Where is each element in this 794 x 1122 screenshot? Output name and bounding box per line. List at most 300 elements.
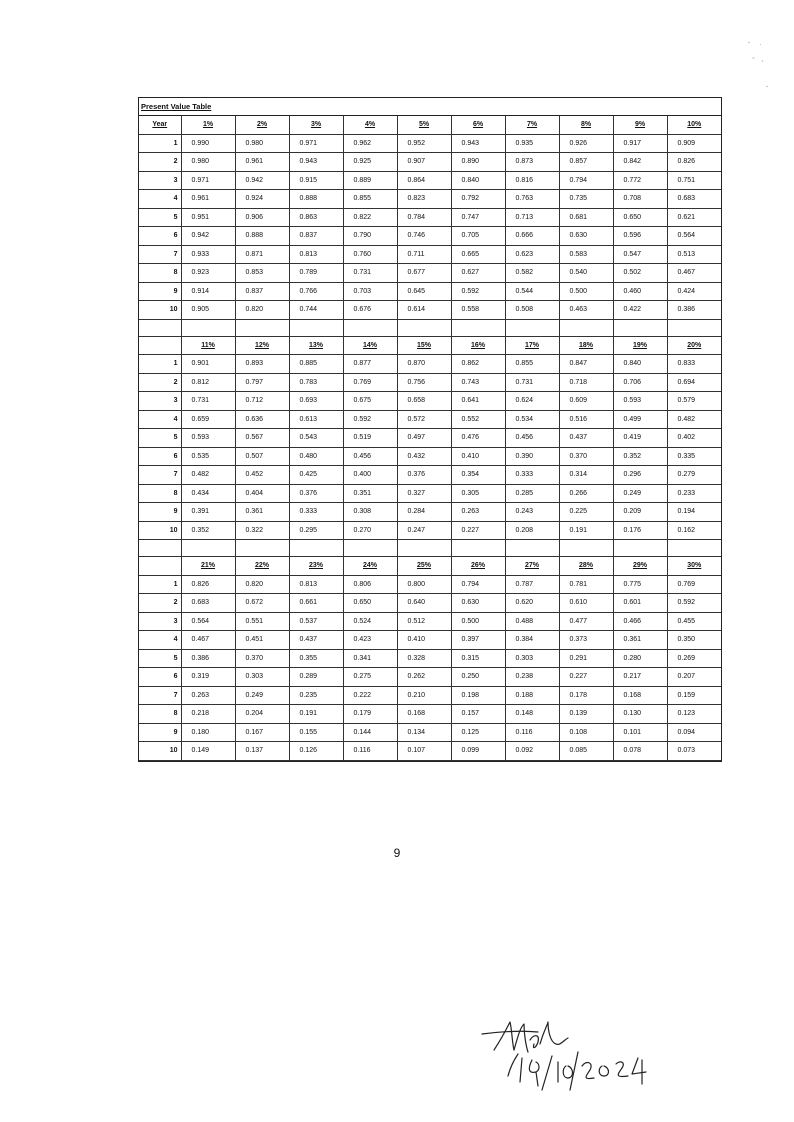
page-number: 9 <box>393 846 401 860</box>
value-cell: 0.746 <box>397 227 451 246</box>
value-cell: 0.971 <box>181 171 235 190</box>
value-cell: 0.208 <box>505 521 559 540</box>
value-cell: 0.901 <box>181 355 235 374</box>
value-cell: 0.333 <box>505 466 559 485</box>
table-row <box>139 282 721 301</box>
rate-header: 10% <box>667 116 721 134</box>
rate-header: 14% <box>343 336 397 355</box>
value-cell: 0.806 <box>343 575 397 594</box>
spacer-cell <box>181 319 235 336</box>
value-cell: 0.167 <box>235 723 289 742</box>
value-cell: 0.249 <box>613 484 667 503</box>
table-row <box>139 686 721 705</box>
value-cell: 0.279 <box>667 466 721 485</box>
spacer-cell <box>667 540 721 557</box>
value-cell: 0.926 <box>559 134 613 153</box>
year-cell: 10 <box>139 742 181 761</box>
value-cell: 0.781 <box>559 575 613 594</box>
value-cell: 0.572 <box>397 410 451 429</box>
rate-header: 15% <box>397 336 451 355</box>
value-cell: 0.683 <box>667 190 721 209</box>
table-row <box>139 392 721 411</box>
value-cell: 0.351 <box>343 484 397 503</box>
value-cell: 0.708 <box>613 190 667 209</box>
rate-header: 2% <box>235 116 289 134</box>
value-cell: 0.144 <box>343 723 397 742</box>
value-cell: 0.341 <box>343 649 397 668</box>
value-cell: 0.558 <box>451 301 505 320</box>
value-cell: 0.613 <box>289 410 343 429</box>
value-cell: 0.073 <box>667 742 721 761</box>
value-cell: 0.456 <box>505 429 559 448</box>
year-cell: 7 <box>139 686 181 705</box>
value-cell: 0.610 <box>559 594 613 613</box>
value-cell: 0.812 <box>181 373 235 392</box>
year-cell: 9 <box>139 282 181 301</box>
value-cell: 0.423 <box>343 631 397 650</box>
value-cell: 0.180 <box>181 723 235 742</box>
value-cell: 0.352 <box>181 521 235 540</box>
value-cell: 0.711 <box>397 245 451 264</box>
value-cell: 0.666 <box>505 227 559 246</box>
value-cell: 0.425 <box>289 466 343 485</box>
value-cell: 0.335 <box>667 447 721 466</box>
value-cell: 0.620 <box>505 594 559 613</box>
value-cell: 0.162 <box>667 521 721 540</box>
value-cell: 0.609 <box>559 392 613 411</box>
value-cell: 0.823 <box>397 190 451 209</box>
value-cell: 0.249 <box>235 686 289 705</box>
year-cell: 3 <box>139 392 181 411</box>
spacer-cell <box>343 540 397 557</box>
value-cell: 0.582 <box>505 264 559 283</box>
value-cell: 0.410 <box>451 447 505 466</box>
value-cell: 0.291 <box>559 649 613 668</box>
value-cell: 0.677 <box>397 264 451 283</box>
year-cell: 9 <box>139 723 181 742</box>
year-cell: 10 <box>139 521 181 540</box>
year-cell: 6 <box>139 227 181 246</box>
year-cell: 8 <box>139 264 181 283</box>
value-cell: 0.499 <box>613 410 667 429</box>
value-cell: 0.873 <box>505 153 559 172</box>
value-cell: 0.319 <box>181 668 235 687</box>
value-cell: 0.630 <box>451 594 505 613</box>
value-cell: 0.731 <box>505 373 559 392</box>
value-cell: 0.943 <box>451 134 505 153</box>
value-cell: 0.567 <box>235 429 289 448</box>
year-cell: 4 <box>139 631 181 650</box>
rate-header: 30% <box>667 557 721 576</box>
value-cell: 0.961 <box>235 153 289 172</box>
value-cell: 0.862 <box>451 355 505 374</box>
value-cell: 0.713 <box>505 208 559 227</box>
value-cell: 0.583 <box>559 245 613 264</box>
value-cell: 0.933 <box>181 245 235 264</box>
spacer-cell <box>613 540 667 557</box>
value-cell: 0.853 <box>235 264 289 283</box>
value-cell: 0.305 <box>451 484 505 503</box>
value-cell: 0.760 <box>343 245 397 264</box>
value-cell: 0.885 <box>289 355 343 374</box>
value-cell: 0.466 <box>613 612 667 631</box>
year-cell: 4 <box>139 190 181 209</box>
value-cell: 0.315 <box>451 649 505 668</box>
spacer-cell <box>235 540 289 557</box>
value-cell: 0.630 <box>559 227 613 246</box>
year-cell: 7 <box>139 245 181 264</box>
value-cell: 0.157 <box>451 705 505 724</box>
value-cell: 0.890 <box>451 153 505 172</box>
year-cell: 5 <box>139 649 181 668</box>
value-cell: 0.508 <box>505 301 559 320</box>
value-cell: 0.217 <box>613 668 667 687</box>
value-cell: 0.333 <box>289 503 343 522</box>
value-cell: 0.769 <box>667 575 721 594</box>
value-cell: 0.693 <box>289 392 343 411</box>
value-cell: 0.384 <box>505 631 559 650</box>
value-cell: 0.592 <box>667 594 721 613</box>
value-cell: 0.482 <box>181 466 235 485</box>
value-cell: 0.168 <box>397 705 451 724</box>
year-cell: 5 <box>139 429 181 448</box>
rate-header: 1% <box>181 116 235 134</box>
value-cell: 0.596 <box>613 227 667 246</box>
value-cell: 0.270 <box>343 521 397 540</box>
table-title: Present Value Table <box>139 98 721 116</box>
value-cell: 0.952 <box>397 134 451 153</box>
value-cell: 0.712 <box>235 392 289 411</box>
rate-header: 8% <box>559 116 613 134</box>
rate-header: 21% <box>181 557 235 576</box>
value-cell: 0.672 <box>235 594 289 613</box>
year-cell: 5 <box>139 208 181 227</box>
table-row <box>139 447 721 466</box>
value-cell: 0.137 <box>235 742 289 761</box>
spacer-cell <box>235 319 289 336</box>
rate-header: 23% <box>289 557 343 576</box>
year-cell: 2 <box>139 153 181 172</box>
value-cell: 0.552 <box>451 410 505 429</box>
value-cell: 0.373 <box>559 631 613 650</box>
value-cell: 0.962 <box>343 134 397 153</box>
year-cell: 7 <box>139 466 181 485</box>
value-cell: 0.627 <box>451 264 505 283</box>
value-cell: 0.614 <box>397 301 451 320</box>
spacer-cell <box>451 540 505 557</box>
spacer-cell <box>181 540 235 557</box>
value-cell: 0.452 <box>235 466 289 485</box>
value-cell: 0.376 <box>289 484 343 503</box>
value-cell: 0.840 <box>451 171 505 190</box>
value-cell: 0.751 <box>667 171 721 190</box>
value-cell: 0.126 <box>289 742 343 761</box>
value-cell: 0.107 <box>397 742 451 761</box>
value-cell: 0.706 <box>613 373 667 392</box>
value-cell: 0.352 <box>613 447 667 466</box>
present-value-grid <box>139 116 721 761</box>
value-cell: 0.314 <box>559 466 613 485</box>
table-row <box>139 245 721 264</box>
value-cell: 0.794 <box>559 171 613 190</box>
value-cell: 0.888 <box>235 227 289 246</box>
year-cell: 6 <box>139 668 181 687</box>
value-cell: 0.350 <box>667 631 721 650</box>
value-cell: 0.370 <box>559 447 613 466</box>
value-cell: 0.437 <box>289 631 343 650</box>
value-cell: 0.507 <box>235 447 289 466</box>
value-cell: 0.148 <box>505 705 559 724</box>
value-cell: 0.497 <box>397 429 451 448</box>
value-cell: 0.456 <box>343 447 397 466</box>
table-row <box>139 429 721 448</box>
value-cell: 0.540 <box>559 264 613 283</box>
value-cell: 0.837 <box>235 282 289 301</box>
spacer-cell <box>505 319 559 336</box>
value-cell: 0.159 <box>667 686 721 705</box>
value-cell: 0.512 <box>397 612 451 631</box>
table-row <box>139 503 721 522</box>
value-cell: 0.269 <box>667 649 721 668</box>
value-cell: 0.551 <box>235 612 289 631</box>
value-cell: 0.451 <box>235 631 289 650</box>
value-cell: 0.191 <box>289 705 343 724</box>
value-cell: 0.863 <box>289 208 343 227</box>
value-cell: 0.789 <box>289 264 343 283</box>
value-cell: 0.513 <box>667 245 721 264</box>
value-cell: 0.116 <box>505 723 559 742</box>
value-cell: 0.579 <box>667 392 721 411</box>
year-cell: 1 <box>139 575 181 594</box>
year-cell: 10 <box>139 301 181 320</box>
table-row <box>139 373 721 392</box>
value-cell: 0.534 <box>505 410 559 429</box>
value-cell: 0.840 <box>613 355 667 374</box>
value-cell: 0.188 <box>505 686 559 705</box>
value-cell: 0.943 <box>289 153 343 172</box>
value-cell: 0.888 <box>289 190 343 209</box>
section-spacer-row <box>139 319 721 336</box>
value-cell: 0.535 <box>181 447 235 466</box>
value-cell: 0.925 <box>343 153 397 172</box>
rate-header-row <box>139 116 721 134</box>
value-cell: 0.665 <box>451 245 505 264</box>
value-cell: 0.422 <box>613 301 667 320</box>
value-cell: 0.275 <box>343 668 397 687</box>
value-cell: 0.961 <box>181 190 235 209</box>
rate-header: 6% <box>451 116 505 134</box>
value-cell: 0.907 <box>397 153 451 172</box>
rate-header: 20% <box>667 336 721 355</box>
value-cell: 0.322 <box>235 521 289 540</box>
table-row <box>139 355 721 374</box>
value-cell: 0.209 <box>613 503 667 522</box>
value-cell: 0.370 <box>235 649 289 668</box>
value-cell: 0.816 <box>505 171 559 190</box>
table-row <box>139 171 721 190</box>
value-cell: 0.813 <box>289 245 343 264</box>
value-cell: 0.914 <box>181 282 235 301</box>
value-cell: 0.772 <box>613 171 667 190</box>
value-cell: 0.794 <box>451 575 505 594</box>
value-cell: 0.909 <box>667 134 721 153</box>
rate-header: 27% <box>505 557 559 576</box>
value-cell: 0.482 <box>667 410 721 429</box>
value-cell: 0.735 <box>559 190 613 209</box>
spacer-cell <box>397 319 451 336</box>
value-cell: 0.303 <box>505 649 559 668</box>
value-cell: 0.769 <box>343 373 397 392</box>
table-row <box>139 742 721 761</box>
value-cell: 0.386 <box>181 649 235 668</box>
value-cell: 0.210 <box>397 686 451 705</box>
rate-header: 7% <box>505 116 559 134</box>
value-cell: 0.842 <box>613 153 667 172</box>
value-cell: 0.905 <box>181 301 235 320</box>
value-cell: 0.480 <box>289 447 343 466</box>
section-spacer-row <box>139 540 721 557</box>
value-cell: 0.766 <box>289 282 343 301</box>
value-cell: 0.621 <box>667 208 721 227</box>
present-value-table <box>138 97 722 762</box>
table-row <box>139 612 721 631</box>
table-row <box>139 190 721 209</box>
value-cell: 0.592 <box>451 282 505 301</box>
value-cell: 0.227 <box>451 521 505 540</box>
scan-marks <box>740 36 780 96</box>
rate-header-row <box>139 557 721 576</box>
rate-header: 29% <box>613 557 667 576</box>
value-cell: 0.437 <box>559 429 613 448</box>
value-cell: 0.354 <box>451 466 505 485</box>
value-cell: 0.703 <box>343 282 397 301</box>
value-cell: 0.361 <box>613 631 667 650</box>
value-cell: 0.434 <box>181 484 235 503</box>
value-cell: 0.327 <box>397 484 451 503</box>
value-cell: 0.355 <box>289 649 343 668</box>
year-cell: 1 <box>139 134 181 153</box>
value-cell: 0.797 <box>235 373 289 392</box>
value-cell: 0.400 <box>343 466 397 485</box>
value-cell: 0.391 <box>181 503 235 522</box>
value-cell: 0.980 <box>181 153 235 172</box>
value-cell: 0.424 <box>667 282 721 301</box>
rate-header: 4% <box>343 116 397 134</box>
rate-header: 16% <box>451 336 505 355</box>
value-cell: 0.790 <box>343 227 397 246</box>
value-cell: 0.837 <box>289 227 343 246</box>
value-cell: 0.980 <box>235 134 289 153</box>
value-cell: 0.218 <box>181 705 235 724</box>
rate-header: 3% <box>289 116 343 134</box>
value-cell: 0.467 <box>667 264 721 283</box>
value-cell: 0.731 <box>343 264 397 283</box>
value-cell: 0.285 <box>505 484 559 503</box>
value-cell: 0.537 <box>289 612 343 631</box>
signature-icon <box>478 1020 668 1100</box>
table-row <box>139 227 721 246</box>
value-cell: 0.822 <box>343 208 397 227</box>
value-cell: 0.477 <box>559 612 613 631</box>
value-cell: 0.463 <box>559 301 613 320</box>
value-cell: 0.235 <box>289 686 343 705</box>
spacer-cell <box>451 319 505 336</box>
value-cell: 0.108 <box>559 723 613 742</box>
value-cell: 0.524 <box>343 612 397 631</box>
table-row <box>139 668 721 687</box>
rate-header: 11% <box>181 336 235 355</box>
year-cell: 8 <box>139 484 181 503</box>
value-cell: 0.404 <box>235 484 289 503</box>
value-cell: 0.718 <box>559 373 613 392</box>
value-cell: 0.917 <box>613 134 667 153</box>
value-cell: 0.207 <box>667 668 721 687</box>
value-cell: 0.266 <box>559 484 613 503</box>
value-cell: 0.225 <box>559 503 613 522</box>
value-cell: 0.564 <box>181 612 235 631</box>
value-cell: 0.516 <box>559 410 613 429</box>
value-cell: 0.870 <box>397 355 451 374</box>
value-cell: 0.650 <box>343 594 397 613</box>
value-cell: 0.303 <box>235 668 289 687</box>
rate-header: 13% <box>289 336 343 355</box>
year-cell: 4 <box>139 410 181 429</box>
year-header: Year <box>139 116 181 134</box>
value-cell: 0.099 <box>451 742 505 761</box>
year-cell: 6 <box>139 447 181 466</box>
value-cell: 0.194 <box>667 503 721 522</box>
value-cell: 0.296 <box>613 466 667 485</box>
value-cell: 0.280 <box>613 649 667 668</box>
value-cell: 0.731 <box>181 392 235 411</box>
table-row <box>139 264 721 283</box>
value-cell: 0.971 <box>289 134 343 153</box>
value-cell: 0.092 <box>505 742 559 761</box>
value-cell: 0.308 <box>343 503 397 522</box>
value-cell: 0.775 <box>613 575 667 594</box>
value-cell: 0.250 <box>451 668 505 687</box>
value-cell: 0.833 <box>667 355 721 374</box>
value-cell: 0.792 <box>451 190 505 209</box>
value-cell: 0.564 <box>667 227 721 246</box>
value-cell: 0.410 <box>397 631 451 650</box>
value-cell: 0.763 <box>505 190 559 209</box>
value-cell: 0.094 <box>667 723 721 742</box>
spacer-cell <box>289 540 343 557</box>
value-cell: 0.130 <box>613 705 667 724</box>
value-cell: 0.826 <box>181 575 235 594</box>
value-cell: 0.923 <box>181 264 235 283</box>
value-cell: 0.942 <box>235 171 289 190</box>
value-cell: 0.263 <box>181 686 235 705</box>
value-cell: 0.419 <box>613 429 667 448</box>
value-cell: 0.659 <box>181 410 235 429</box>
value-cell: 0.204 <box>235 705 289 724</box>
spacer-cell <box>397 540 451 557</box>
value-cell: 0.432 <box>397 447 451 466</box>
value-cell: 0.787 <box>505 575 559 594</box>
year-cell: 1 <box>139 355 181 374</box>
value-cell: 0.502 <box>613 264 667 283</box>
rate-header: 18% <box>559 336 613 355</box>
value-cell: 0.756 <box>397 373 451 392</box>
value-cell: 0.543 <box>289 429 343 448</box>
value-cell: 0.744 <box>289 301 343 320</box>
table-row <box>139 208 721 227</box>
value-cell: 0.139 <box>559 705 613 724</box>
year-cell: 3 <box>139 612 181 631</box>
value-cell: 0.402 <box>667 429 721 448</box>
